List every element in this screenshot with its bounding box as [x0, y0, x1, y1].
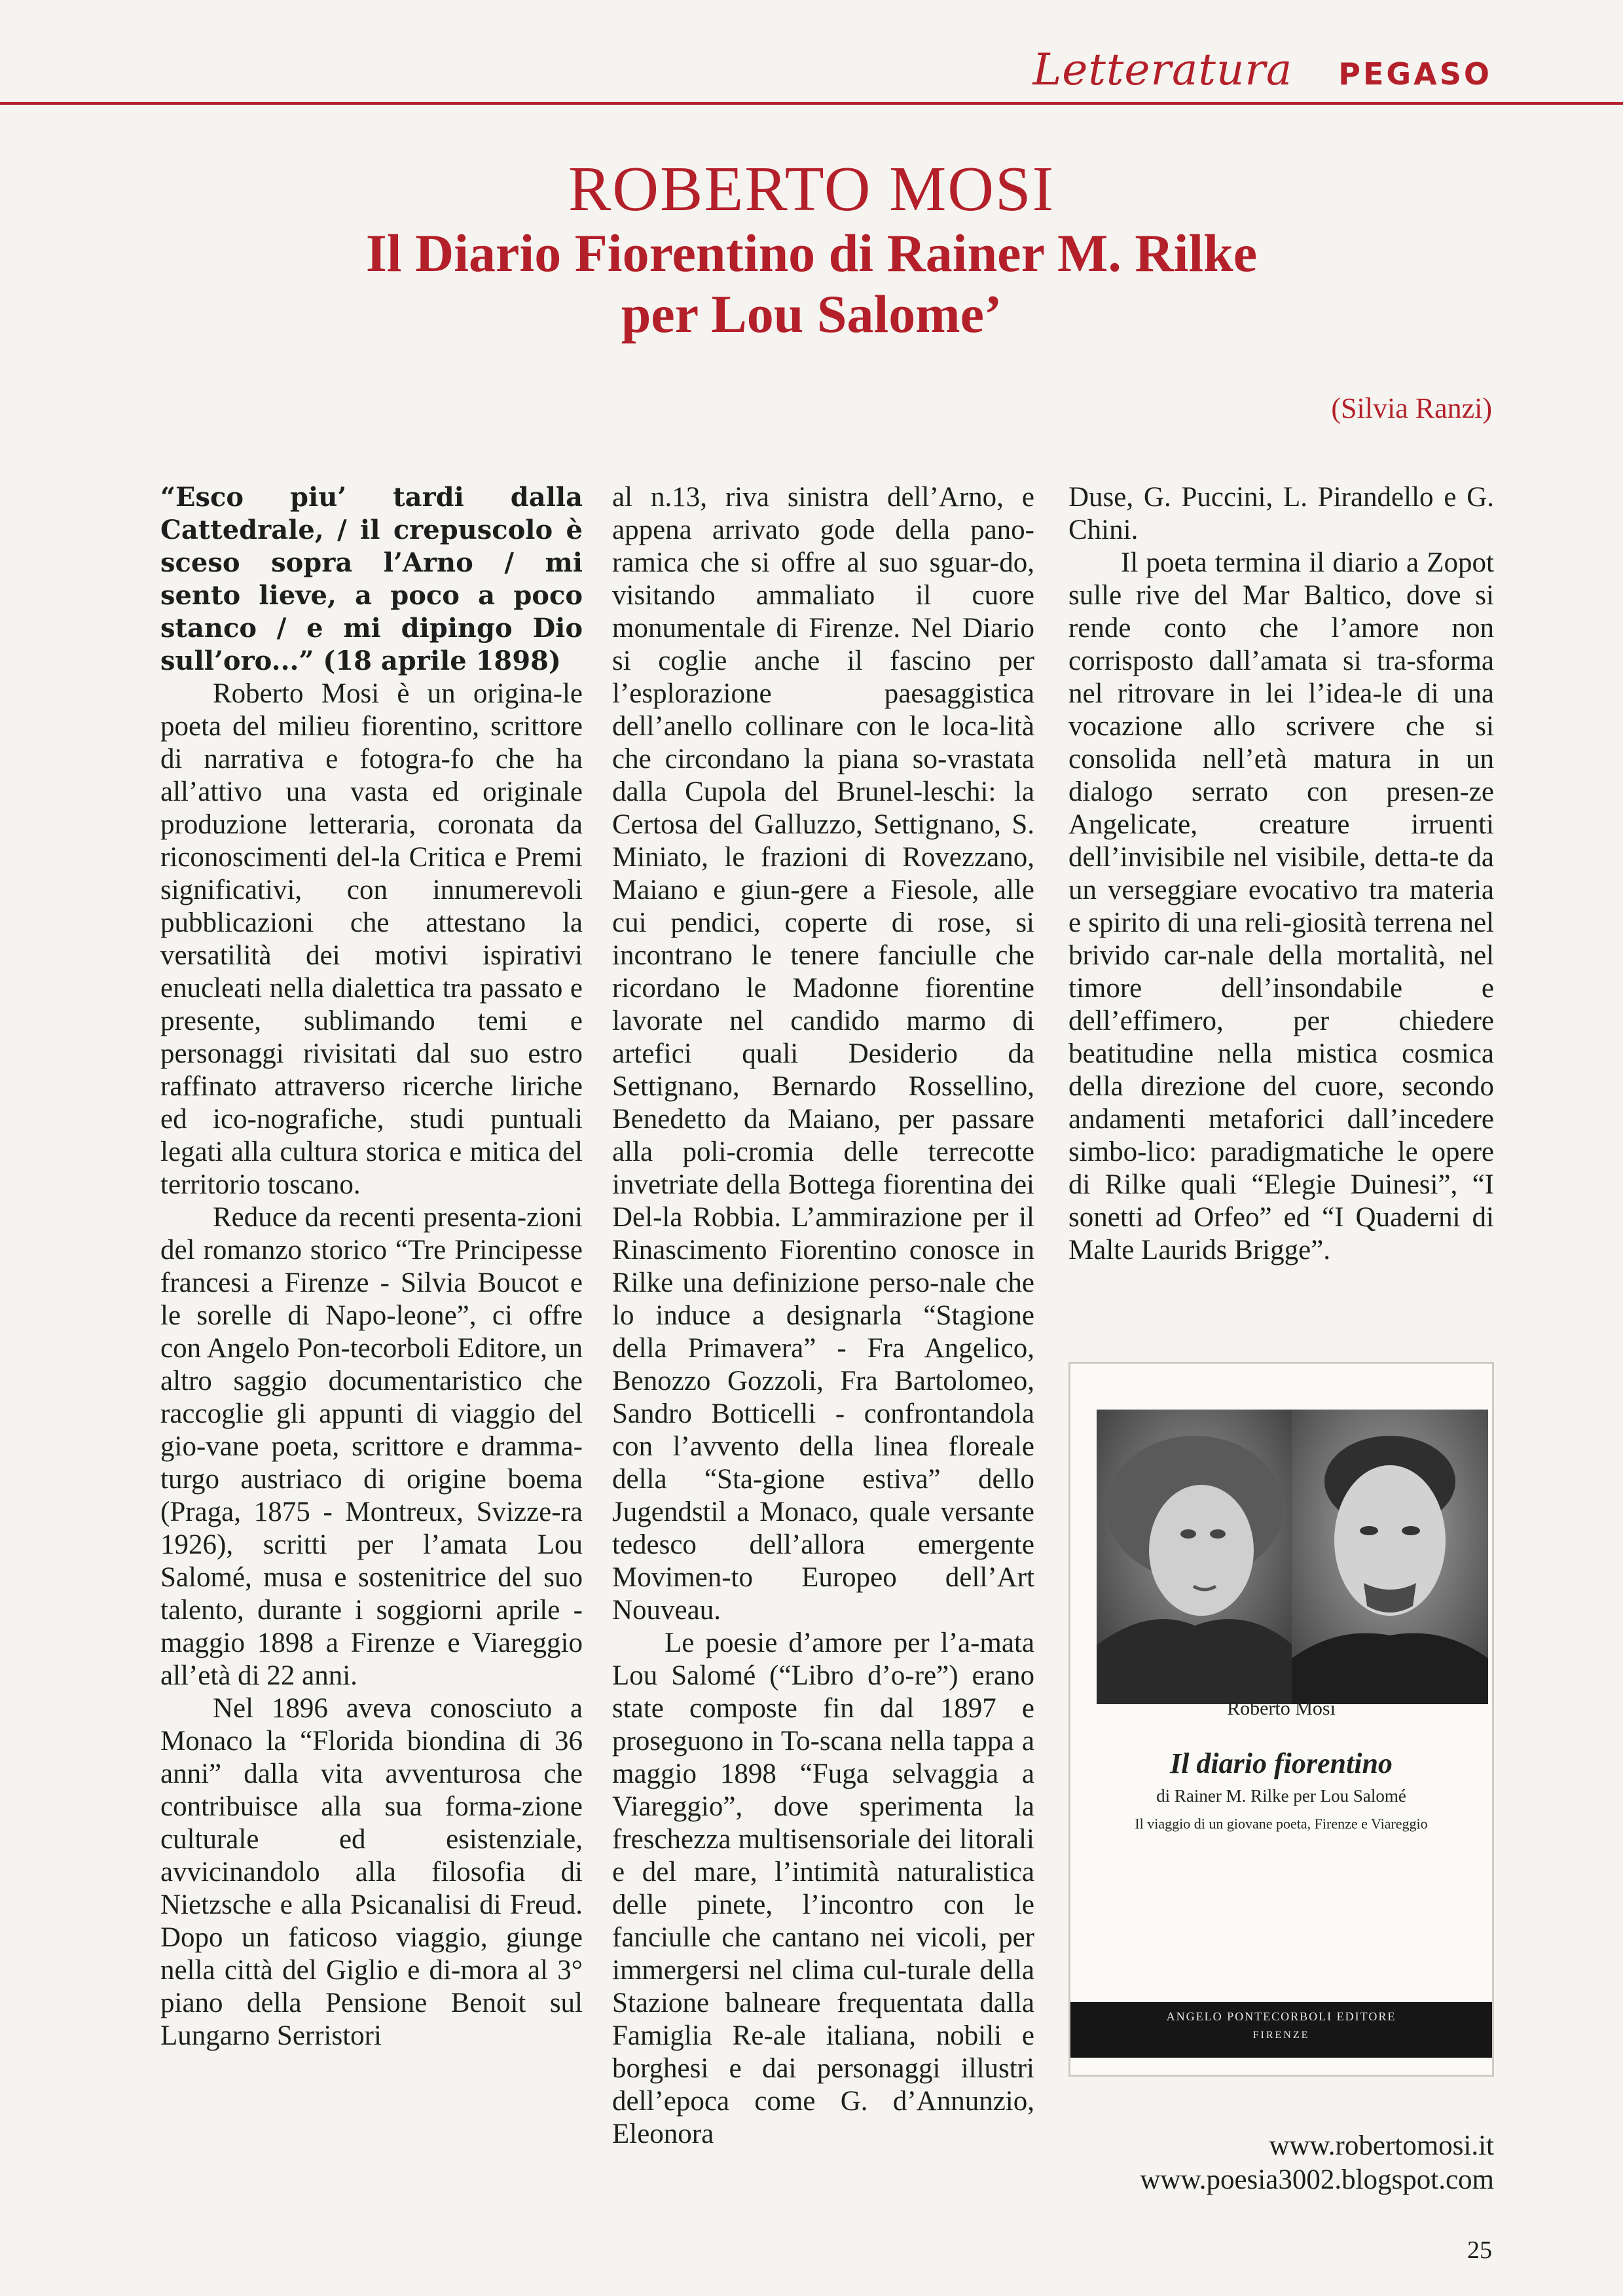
portrait-photo-rilke [1292, 1410, 1488, 1704]
section-rubric: Letteratura [1032, 45, 1293, 95]
paragraph: Reduce da recenti presenta-zioni del romanzo storico “Tre Principesse francesi a Firenze - Silvia Boucot e le sorelle di Napo-leone”, ci offre con Angelo Pon-tecorboli Editore, un altro saggio documentaristico che raccoglie gli appunti di viaggio del gio-vane poeta, scrittore e dramma-turgo austriaco di origine boema (Praga, 1875 - Montreux, Svizze-ra 1926), scritti per l’amata Lou Salomé, musa e sostenitrice del suo talento, durante i soggiorni aprile - maggio 1898 a Firenze e Viareggio all’età di 22 anni. [160, 1202, 583, 1691]
book-cover-image [1068, 1362, 1494, 2077]
paragraph: Nel 1896 aveva conosciuto a Monaco la “Florida biondina di 36 anni” dalla vita avventurosa che contribuisce alla sua forma-zione culturale ed esistenziale, avvicinandolo alla filosofia di Nietzsche e alla Psicanalisi di Freud. Dopo un faticoso viaggio, giunge nella città del Giglio e di-mora al 3° piano della Pensione Benoit sul Lungarno Serristori [160, 1693, 583, 2051]
cover-title: Il diario fiorentino [1170, 1747, 1393, 1779]
paragraph: Il poeta termina il diario a Zopot sulle rive del Mar Baltico, dove si rende conto che l’amore non corrisposto dall’amata si tra-sforma nel ritrovare in lei l’idea-le di una vocazione allo scrivere che si consolida nell’età matura in un dialogo serrato con presen-ze Angelicate, creature irruenti dell’invisibile nel visibile, detta-te da un verseggiare evocativo tra materia e spirito di una reli-giosità terrena nel brivido car-nale della mortalità, nel timore dell’insondabile e dell’effimero, per chiedere beatitudine nella mistica cosmica della direzione del cuore, secondo andamenti metaforici dall’incedere simbo-lico: paradigmatiche le opere di Rilke quali “Elegie Duinesi”, “I sonetti ad Orfeo” ed “I Quaderni di Malte Laurids Brigge”. [1068, 547, 1494, 1266]
cover-city: FIRENZE [1252, 2030, 1310, 2041]
article-author-title: ROBERTO MOSI [568, 154, 1055, 225]
paragraph: al n.13, riva sinistra dell’Arno, e appena arrivato gode della pano-ramica che si offre al suo sguar-do, visitando ammaliato il cuore monumentale di Firenze. Nel Diario si coglie anche il fascino per l’esplorazione paesaggistica dell’anello collinare con le loca-lità che circondano la piana so-vrastata dalla Cupola del Brunel-leschi: la Certosa del Galluzzo, Settignano, S. Miniato, le frazioni di Rovezzano, Maiano e giun-gere a Fiesole, alle cui pendici, coperte di rose, si incontrano le tenere fanciulle che ricordano le Madonne fiorentine lavorate nel candido marmo di artefici quali Desiderio da Settignano, Bernardo Rossellino, Benedetto da Maiano, per passare alla poli-cromia delle terrecotte invetriate della Bottega fiorentina dei Del-la Robbia. L’ammirazione per il Rinascimento Fiorentino conosce in Rilke una definizione perso-nale che lo induce a designarla “Stagione della Primavera” - Fra Angelico, Benozzo Gozzoli, Fra Bartolomeo, Sandro Botticelli - confrontandola con l’avvento della linea floreale della “Sta-gione estiva” dello Jugendstil a Monaco, quale versante tedesco dell’allora emergente Movimen-to Europeo dell’Art Nouveau. [612, 482, 1034, 1626]
article-title-line2: per Lou Salome’ [621, 283, 1002, 344]
paragraph: Roberto Mosi è un origina-le poeta del milieu fiorentino, scrittore di narrativa e fotogra-fo che ha all’attivo una vasta ed originale produzione letteraria, coronata da riconoscimenti del-la Critica e Premi significativi, con innumerevoli pubblicazioni che attestano la versatilità dei motivi ispirativi enucleati nella dialettica tra passato e presente, sublimando temi e personaggi rivisitati dal suo estro raffinato attraverso ricerche liriche ed ico-nografiche, studi puntuali legati alla cultura storica e mitica del territorio toscano. [160, 678, 583, 1200]
text-column-1 [160, 481, 583, 2052]
cover-tagline: Il viaggio di un giovane poeta, Firenze e Viareggio [1135, 1815, 1428, 1832]
cover-subtitle: di Rainer M. Rilke per Lou Salomé [1156, 1786, 1406, 1806]
epigraph: “Esco piu’ tardi dalla Cattedrale, / il crepuscolo è sceso sopra l’Arno / mi sento lieve, a poco a poco stanco / e mi dipingo Dio sull’oro...” (18 aprile 1898) [160, 482, 583, 676]
paragraph: Duse, G. Puccini, L. Pirandello e G. Chini. [1068, 482, 1494, 545]
cover-author: Roberto Mosi [1227, 1698, 1336, 1719]
page-header [1032, 45, 1492, 95]
text-column-3 [1068, 481, 1494, 1267]
article-title-line1: Il Diario Fiorentino di Rainer M. Rilke [365, 223, 1258, 283]
article-byline: (Silvia Ranzi) [1331, 392, 1492, 424]
magazine-name: PEGASO [1338, 56, 1492, 92]
cover-publisher: ANGELO PONTECORBOLI EDITORE [1166, 2010, 1396, 2023]
website-link[interactable]: www.robertomosi.it [1269, 2130, 1494, 2161]
header-divider [0, 102, 1623, 105]
article-titles [0, 156, 1623, 344]
author-links [1068, 2129, 1494, 2197]
page-number: 25 [1467, 2236, 1492, 2264]
paragraph: Le poesie d’amore per l’a-mata Lou Salomé (“Libro d’o-re”) erano state composte fin dal 1897 e proseguono in To-scana nella tappa a maggio 1898 “Fuga selvaggia a Viareggio”, dove sperimenta la freschezza multisensoriale dei litorali e del mare, l’intimità naturalistica delle pinete, l’incontro con le fanciulle che cantano nei vicoli, per immergersi nel clima cul-turale della Stazione balneare frequentata dalla Famiglia Re-ale italiana, nobili e borghesi e dai personaggi illustri dell’epoca come G. d’Annunzio, Eleonora [612, 1628, 1034, 2149]
cover-publisher-band [1070, 2002, 1492, 2058]
blog-link[interactable]: www.poesia3002.blogspot.com [1140, 2164, 1494, 2195]
text-column-2 [612, 481, 1034, 2151]
portrait-photo-lou-salome [1097, 1410, 1293, 1704]
